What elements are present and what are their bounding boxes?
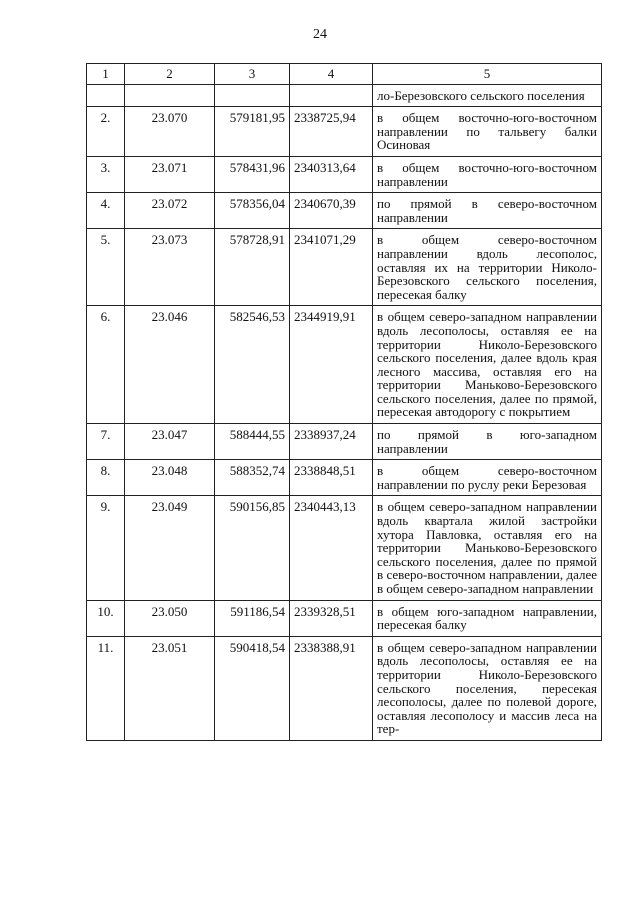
row-number: 6. [87, 306, 125, 424]
coord-y: 2341071,29 [290, 229, 373, 306]
boundary-description: в общем юго-западном направлении, пересекая балку [373, 600, 602, 636]
point-number: 23.046 [125, 306, 215, 424]
coord-y: 2340443,13 [290, 496, 373, 600]
boundary-description: в общем северо-восточном направлении вдоль лесополос, оставляя их на территории Николо-Березовского сельского поселения, пересекая балку [373, 229, 602, 306]
header-col-4: 4 [290, 64, 373, 85]
point-number: 23.051 [125, 636, 215, 740]
header-col-1: 1 [87, 64, 125, 85]
coord-x: 590418,54 [215, 636, 290, 740]
coord-x: 582546,53 [215, 306, 290, 424]
point-number: 23.048 [125, 460, 215, 496]
continuation-text: ло-Березовского сельского поселения [373, 84, 602, 107]
boundary-description: в общем северо-западном направлении вдоль квартала жилой застройки хутора Павловка, оставляя его на территории Маньково-Березовского сельского поселения, далее по прямой в северо-восточном направлении, далее в общем северо-западном направлении [373, 496, 602, 600]
row-number: 7. [87, 424, 125, 460]
coord-x: 578431,96 [215, 156, 290, 192]
table-row [87, 496, 602, 600]
table-header-row [87, 64, 602, 85]
point-number: 23.071 [125, 156, 215, 192]
coord-y: 2338848,51 [290, 460, 373, 496]
coord-y: 2344919,91 [290, 306, 373, 424]
coord-y: 2339328,51 [290, 600, 373, 636]
row-number: 2. [87, 107, 125, 157]
point-number: 23.050 [125, 600, 215, 636]
point-number: 23.070 [125, 107, 215, 157]
table-row [87, 306, 602, 424]
coord-x: 590156,85 [215, 496, 290, 600]
coord-x: 578728,91 [215, 229, 290, 306]
coord-y: 2338937,24 [290, 424, 373, 460]
coord-x: 588444,55 [215, 424, 290, 460]
table-row [87, 193, 602, 229]
coord-x: 588352,74 [215, 460, 290, 496]
boundary-description: в общем северо-западном направлении вдоль лесополосы, оставляя ее на территории Николо-Березовского сельского поселения, пересекая лесополосы, далее по полевой дороге, оставляя лесополосу и массив леса на тер- [373, 636, 602, 740]
table-row [87, 424, 602, 460]
row-number: 8. [87, 460, 125, 496]
coord-y: 2340313,64 [290, 156, 373, 192]
row-number: 4. [87, 193, 125, 229]
coord-x: 578356,04 [215, 193, 290, 229]
boundary-description: в общем северо-западном направлении вдоль лесополосы, оставляя ее на территории Николо-Березовского сельского поселения, далее вдоль края лесного массива, оставляя его на территории Маньково-Березовского сельского поселения, далее по прямой, пересекая автодорогу с покрытием [373, 306, 602, 424]
point-number: 23.047 [125, 424, 215, 460]
row-number: 3. [87, 156, 125, 192]
row-number: 10. [87, 600, 125, 636]
table-row [87, 600, 602, 636]
row-number: 5. [87, 229, 125, 306]
coord-x: 579181,95 [215, 107, 290, 157]
header-col-5: 5 [373, 64, 602, 85]
table-row [87, 636, 602, 740]
header-col-3: 3 [215, 64, 290, 85]
coord-y: 2340670,39 [290, 193, 373, 229]
coord-y: 2338388,91 [290, 636, 373, 740]
point-number: 23.073 [125, 229, 215, 306]
table-row [87, 229, 602, 306]
boundary-description: в общем восточно-юго-восточном направлении [373, 156, 602, 192]
table-row [87, 156, 602, 192]
coord-x: 591186,54 [215, 600, 290, 636]
table-row [87, 460, 602, 496]
row-number: 11. [87, 636, 125, 740]
boundary-table [86, 63, 602, 741]
point-number: 23.072 [125, 193, 215, 229]
header-col-2: 2 [125, 64, 215, 85]
table-row [87, 107, 602, 157]
boundary-description: в общем северо-восточном направлении по руслу реки Березовая [373, 460, 602, 496]
table-body [87, 84, 602, 740]
boundary-description: в общем восточно-юго-восточном направлении по тальвегу балки Осиновая [373, 107, 602, 157]
page-number: 24 [313, 27, 327, 42]
continuation-row [87, 84, 602, 107]
boundary-description: по прямой в северо-восточном направлении [373, 193, 602, 229]
boundary-description: по прямой в юго-западном направлении [373, 424, 602, 460]
row-number: 9. [87, 496, 125, 600]
point-number: 23.049 [125, 496, 215, 600]
coord-y: 2338725,94 [290, 107, 373, 157]
